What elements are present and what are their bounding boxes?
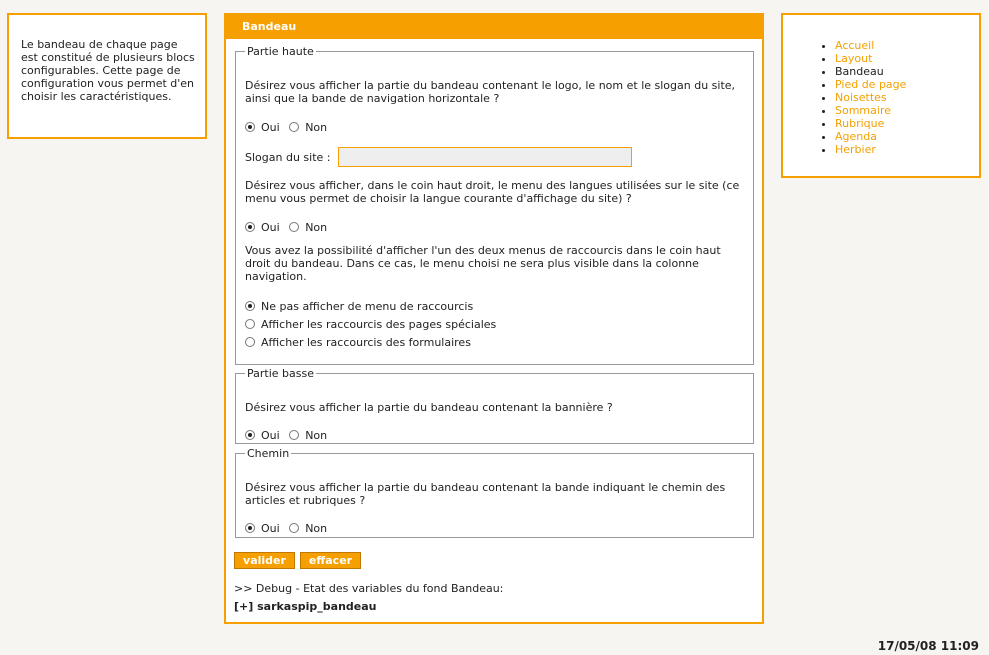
radio-languages-no-label[interactable]: Non <box>305 221 328 234</box>
radio-header-yes[interactable] <box>245 122 255 132</box>
radio-special-pages[interactable] <box>245 319 255 329</box>
radio-no-shortcuts-label[interactable]: Ne pas afficher de menu de raccourcis <box>261 300 474 313</box>
panel-title: Bandeau <box>226 15 762 39</box>
legend-partie-basse: Partie basse <box>247 367 314 380</box>
intro-box <box>7 13 207 139</box>
radio-banner-yes[interactable] <box>245 430 255 440</box>
radio-banner-no-label[interactable]: Non <box>305 429 328 442</box>
config-panel <box>224 13 764 624</box>
option-forms[interactable] <box>245 336 477 350</box>
radio-path-no-label[interactable]: Non <box>305 522 328 535</box>
slogan-label: Slogan du site : <box>245 151 331 164</box>
option-special-pages[interactable] <box>245 318 502 332</box>
radio-languages-yes-label[interactable]: Oui <box>261 221 280 234</box>
debug-toggle[interactable]: [+] sarkaspip_bandeau <box>234 600 377 613</box>
radio-banner-no[interactable] <box>289 430 299 440</box>
nav-item-bandeau: • Bandeau <box>835 65 979 78</box>
radio-header-yes-label[interactable]: Oui <box>261 121 280 134</box>
question-show-languages: Désirez vous afficher, dans le coin haut droit, le menu des langues utilisées sur le site (ce menu vous permet de choisir la langue courante d'affichage du site) ? <box>245 179 740 205</box>
nav-link-agenda[interactable]: Agenda <box>835 130 877 143</box>
nav-link-rubrique[interactable]: Rubrique <box>835 117 885 130</box>
radio-forms-label[interactable]: Afficher les raccourcis des formulaires <box>261 336 471 349</box>
radio-path-no[interactable] <box>289 523 299 533</box>
slogan-input[interactable] <box>338 147 632 167</box>
timestamp: 17/05/08 11:09 <box>877 639 979 653</box>
reset-button[interactable]: effacer <box>300 552 361 569</box>
fieldset-partie-haute <box>235 45 754 365</box>
legend-partie-haute: Partie haute <box>247 45 314 58</box>
radio-languages-yes[interactable] <box>245 222 255 232</box>
nav-item-layout[interactable] <box>835 52 979 65</box>
radio-path-yes-label[interactable]: Oui <box>261 522 280 535</box>
nav-item-accueil[interactable] <box>835 39 979 52</box>
nav-link-sommaire[interactable]: Sommaire <box>835 104 891 117</box>
question-show-header: Désirez vous afficher la partie du bandeau contenant le logo, le nom et le slogan du site, ainsi que la bande de navigation horizontale ? <box>245 79 736 105</box>
option-no-shortcuts[interactable] <box>245 300 479 314</box>
radio-special-pages-label[interactable]: Afficher les raccourcis des pages spéciales <box>261 318 497 331</box>
intro-text: Le bandeau de chaque page est constitué de plusieurs blocs configurables. Cette page de configuration vous permet d'en choisir les caractéristiques. <box>21 38 195 103</box>
nav-item-noisettes[interactable] <box>835 91 979 104</box>
fieldset-partie-basse <box>235 367 754 444</box>
legend-chemin: Chemin <box>247 447 290 460</box>
debug-title: >> Debug - Etat des variables du fond Bandeau: <box>234 582 504 595</box>
question-show-banner: Désirez vous afficher la partie du bandeau contenant la bannière ? <box>245 401 613 414</box>
radio-group-languages <box>245 221 333 235</box>
nav-link-herbier[interactable]: Herbier <box>835 143 876 156</box>
nav-item-rubrique[interactable] <box>835 117 979 130</box>
nav-link-pied-de-page[interactable]: Pied de page <box>835 78 907 91</box>
radio-banner-yes-label[interactable]: Oui <box>261 429 280 442</box>
nav-box <box>781 13 981 178</box>
radio-path-yes[interactable] <box>245 523 255 533</box>
question-show-path: Désirez vous afficher la partie du bandeau contenant la bande indiquant le chemin des articles et rubriques ? <box>245 481 726 507</box>
nav-item-herbier[interactable] <box>835 143 979 156</box>
nav-list <box>805 39 979 156</box>
nav-item-pied-de-page[interactable] <box>835 78 979 91</box>
radio-group-path <box>245 522 333 536</box>
nav-item-sommaire[interactable] <box>835 104 979 117</box>
nav-link-noisettes[interactable]: Noisettes <box>835 91 887 104</box>
nav-link-accueil[interactable]: Accueil <box>835 39 875 52</box>
radio-header-no-label[interactable]: Non <box>305 121 328 134</box>
question-shortcut-menu: Vous avez la possibilité d'afficher l'un des deux menus de raccourcis dans le coin haut droit du bandeau. Dans ce cas, le menu choisi ne sera plus visible dans la colonne navigation. <box>245 244 721 283</box>
radio-header-no[interactable] <box>289 122 299 132</box>
radio-forms[interactable] <box>245 337 255 347</box>
radio-languages-no[interactable] <box>289 222 299 232</box>
nav-link-layout[interactable]: Layout <box>835 52 873 65</box>
nav-item-agenda[interactable] <box>835 130 979 143</box>
submit-button[interactable]: valider <box>234 552 295 569</box>
radio-group-banner <box>245 429 333 443</box>
radio-group-header <box>245 121 333 135</box>
radio-no-shortcuts[interactable] <box>245 301 255 311</box>
fieldset-chemin <box>235 447 754 538</box>
